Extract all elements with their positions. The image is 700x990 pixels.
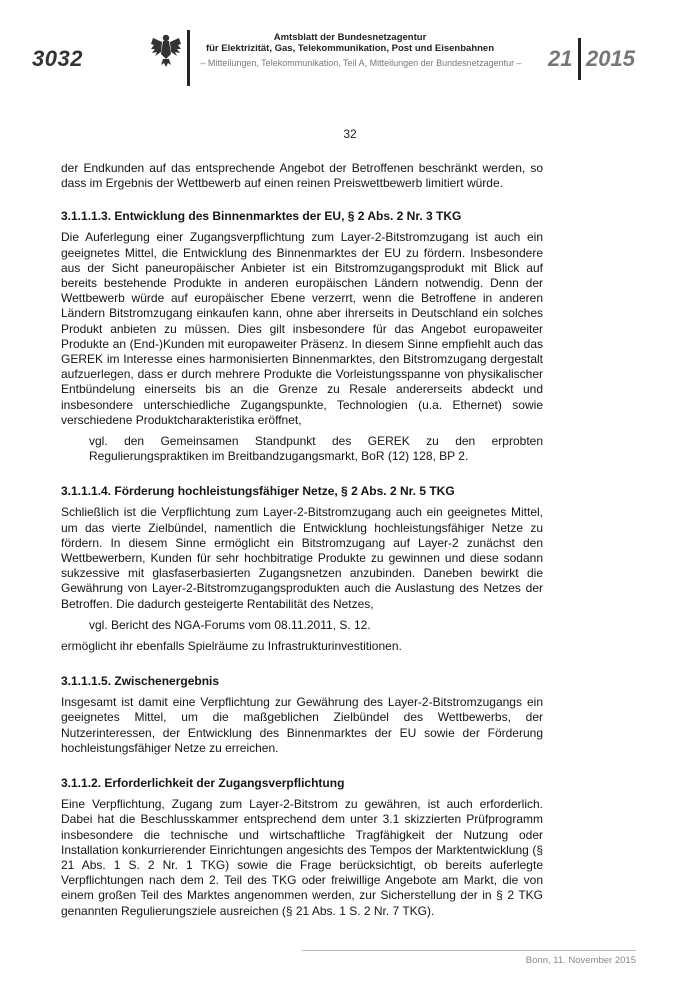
issue-divider [578,38,581,80]
gazette-subtitle: – Mitteilungen, Telekommunikation, Teil A, Mitteilungen der Bundesnetzagentur – [200,58,522,68]
header-divider [187,30,190,86]
section-heading: 3.1.1.1.5. Zwischenergebnis [61,674,220,689]
issue-number: 21 [548,46,573,71]
citation: vgl. den Gemeinsamen Standpunkt des GEREK zu den erprobten Regulierungspraktiken im Breitbandzugangsmarkt, BoR (12) 128, BP 2. [89,434,543,464]
citation: vgl. Bericht des NGA-Forums vom 08.11.2011, S. 12. [89,617,371,632]
document-page-number: 32 [343,127,357,141]
footer-date: Bonn, 11. November 2015 [525,955,636,966]
section-heading: 3.1.1.1.3. Entwicklung des Binnenmarktes der EU, § 2 Abs. 2 Nr. 3 TKG [61,209,462,224]
gazette-title [195,32,505,54]
page-number: 3032 [32,46,83,71]
gazette-title-line2: für Elektrizität, Gas, Telekommunikation, Post und Eisenbahnen [205,43,495,54]
section-heading: 3.1.1.1.4. Förderung hochleistungsfähiger Netze, § 2 Abs. 2 Nr. 5 TKG [61,484,455,499]
document-body [61,161,543,919]
gazette-title-line1: Amtsblatt der Bundesnetzagentur [273,32,427,43]
issue-year: 2015 [586,46,635,71]
section-paragraph: Schließlich ist die Verpflichtung zum Layer-2-Bitstromzugang auch ein geeignetes Mittel, um das vierte Zielbündel, namentlich die Entwicklung hochleistungsfähiger Netze zu fördern. In diesem Sinne ermöglicht ein Bitstromzugang auf Layer-2 zunächst den Wettbewerbern, Kunden für sehr hochbitratige Produkte zu gewinnen und diese sodann sukzessive mit glasfaserbasierten Zugangsnetzen anzubinden. Daneben bewirkt die Gewährung von Layer-2-Bitstromzugangsprodukten auch die Auslastung des Netzes der Betroffen. Die dadurch gesteigerte Rentabilität des Netzes, [61,505,543,611]
section-heading: 3.1.1.2. Erforderlichkeit der Zugangsverpflichtung [61,776,345,791]
section-paragraph: ermöglicht ihr ebenfalls Spielräume zu Infrastrukturinvestitionen. [61,639,402,654]
intro-paragraph: der Endkunden auf das entsprechende Angebot der Betroffenen beschränkt werden, so dass im Ergebnis der Wettbewerb auf einen reinen Preiswettbewerb limitiert würde. [61,161,543,191]
section-paragraph: Insgesamt ist damit eine Verpflichtung zur Gewährung des Layer-2-Bitstromzugangs ein geeignetes Mittel, um die maßgeblichen Zielbündel des Wettbewerbs, der Nutzerinteressen, der Entwicklung des Binnenmarktes der EU sowie der Förderung hochleistungsfähiger Netze zu erreichen. [61,695,543,755]
section-paragraph: Die Auferlegung einer Zugangsverpflichtung zum Layer-2-Bitstromzugang ist auch ein geeignetes Mittel, die Entwicklung des Binnenmarktes der EU zu fördern. Insbesondere aus der Sicht paneuropäischer Anbieter ist ein Bitstromzugangsprodukt mit Blick auf bereits bestehende Produkte in anderen europäischen Ländern notwendig. Denn der Wettbewerb würde auf europäischer Ebene verzerrt, wenn die Betroffene in anderen Ländern Bitstromzugang einkaufen kann, ohne aber ihrerseits in Deutschland ein solches Produkt anbieten zu müssen. Dies gilt insbesondere für das Angebot europaweiter Produkte an (End-)Kunden mit europaweiter Präsenz. In diesem Sinne empfiehlt auch das GEREK im Interesse eines harmonisierten Binnenmarktes, den Bitstromzugang dergestalt aufzuerlegen, dass er durch mehrere Produkte die Vorleistungsspanne von physikalischer Entbündelung einerseits bis an die Grenze zu Resale andererseits abdeckt und insbesondere unterschiedliche Zugangspunkte, Technologien (u.a. Ethernet) sowie verschiedene Produktcharakteristika eröffnet, [61,230,543,427]
section-paragraph: Eine Verpflichtung, Zugang zum Layer-2-Bitstrom zu gewähren, ist auch erforderlich. Dabei hat die Beschlusskammer entsprechend dem unter 3.1 skizzierten Prüfprogramm insbesondere die technische und wirtschaftliche Tragfähigkeit der Nutzung oder Installation konkurrierender Einrichtungen angesichts des Tempos der Marktentwicklung (§ 21 Abs. 1 S. 2 Nr. 1 TKG) sowie die Frage berücksichtigt, ob bereits auferlegte Verpflichtungen nach dem 2. Teil des TKG oder freiwillige Angebote am Markt, die von einem großen Teil des Marktes angenommen werden, zur Sicherstellung der in § 2 TKG genannten Regulierungsziele ausreichen (§ 21 Abs. 1 S. 2 Nr. 7 TKG). [61,797,543,918]
federal-eagle-icon [150,32,182,70]
footer-divider [302,950,636,951]
